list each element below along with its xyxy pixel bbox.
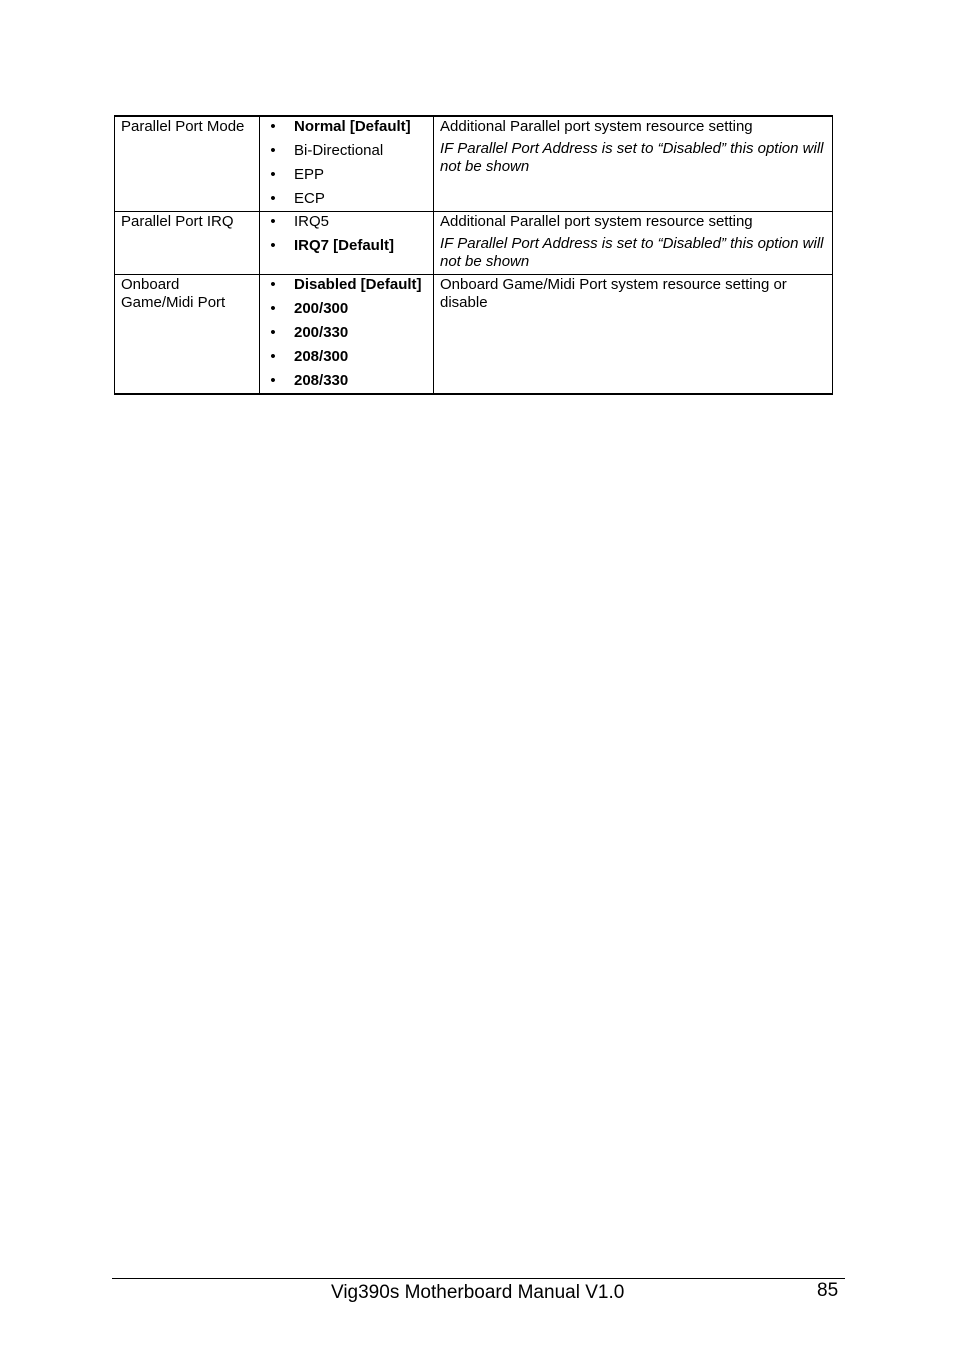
option-label: 208/300	[294, 348, 349, 365]
options-cell	[260, 212, 434, 275]
option-label: 200/300	[294, 300, 349, 317]
options-list	[266, 276, 427, 390]
bullet-icon: •	[270, 166, 276, 183]
option-label: Disabled [Default]	[294, 276, 422, 293]
table-row	[115, 116, 833, 212]
description-note: IF Parallel Port Address is set to “Disabled” this option will not be shown	[440, 235, 824, 270]
bullet-icon: •	[270, 142, 276, 159]
setting-name: Parallel Port Mode	[121, 118, 245, 135]
bullet-icon: •	[270, 348, 276, 365]
table-row	[115, 212, 833, 275]
option-label: 208/330	[294, 372, 349, 389]
description-text: Additional Parallel port system resource setting	[440, 118, 753, 135]
options-list	[266, 213, 427, 255]
option-label: IRQ7 [Default]	[294, 237, 395, 254]
setting-name: Onboard Game/Midi Port	[121, 276, 226, 311]
description-text: Additional Parallel port system resource setting	[440, 213, 753, 230]
option-item	[266, 237, 427, 255]
option-item	[266, 372, 427, 390]
page-number: 85	[817, 1280, 839, 1301]
option-item	[266, 348, 427, 366]
option-item	[266, 166, 427, 184]
bullet-icon: •	[270, 372, 276, 389]
table-row	[115, 275, 833, 395]
option-item	[266, 190, 427, 208]
settings-table	[114, 115, 833, 395]
setting-name-cell	[115, 212, 260, 275]
bullet-icon: •	[270, 118, 276, 135]
bullet-icon: •	[270, 190, 276, 207]
option-label: Bi-Directional	[294, 142, 384, 159]
option-item	[266, 324, 427, 342]
options-cell	[260, 116, 434, 212]
bullet-icon: •	[270, 300, 276, 317]
option-label: IRQ5	[294, 213, 330, 230]
option-item	[266, 118, 427, 136]
option-item	[266, 300, 427, 318]
description-text: Onboard Game/Midi Port system resource setting or disable	[440, 276, 787, 311]
footer-divider	[112, 1278, 845, 1279]
bullet-icon: •	[270, 276, 276, 293]
setting-name-cell	[115, 275, 260, 395]
option-label: Normal [Default]	[294, 118, 411, 135]
option-label: EPP	[294, 166, 325, 183]
bullet-icon: •	[270, 213, 276, 230]
description-note: IF Parallel Port Address is set to “Disabled” this option will not be shown	[440, 140, 824, 175]
description-cell	[434, 116, 833, 212]
option-label: 200/330	[294, 324, 349, 341]
bullet-icon: •	[270, 324, 276, 341]
option-label: ECP	[294, 190, 325, 207]
setting-name: Parallel Port IRQ	[121, 213, 234, 230]
options-cell	[260, 275, 434, 395]
option-item	[266, 276, 427, 294]
bullet-icon: •	[270, 237, 276, 254]
setting-name-cell	[115, 116, 260, 212]
option-item	[266, 142, 427, 160]
description-cell	[434, 212, 833, 275]
footer-title: Vig390s Motherboard Manual V1.0	[331, 1282, 625, 1303]
options-list	[266, 118, 427, 208]
option-item	[266, 213, 427, 231]
description-cell	[434, 275, 833, 395]
